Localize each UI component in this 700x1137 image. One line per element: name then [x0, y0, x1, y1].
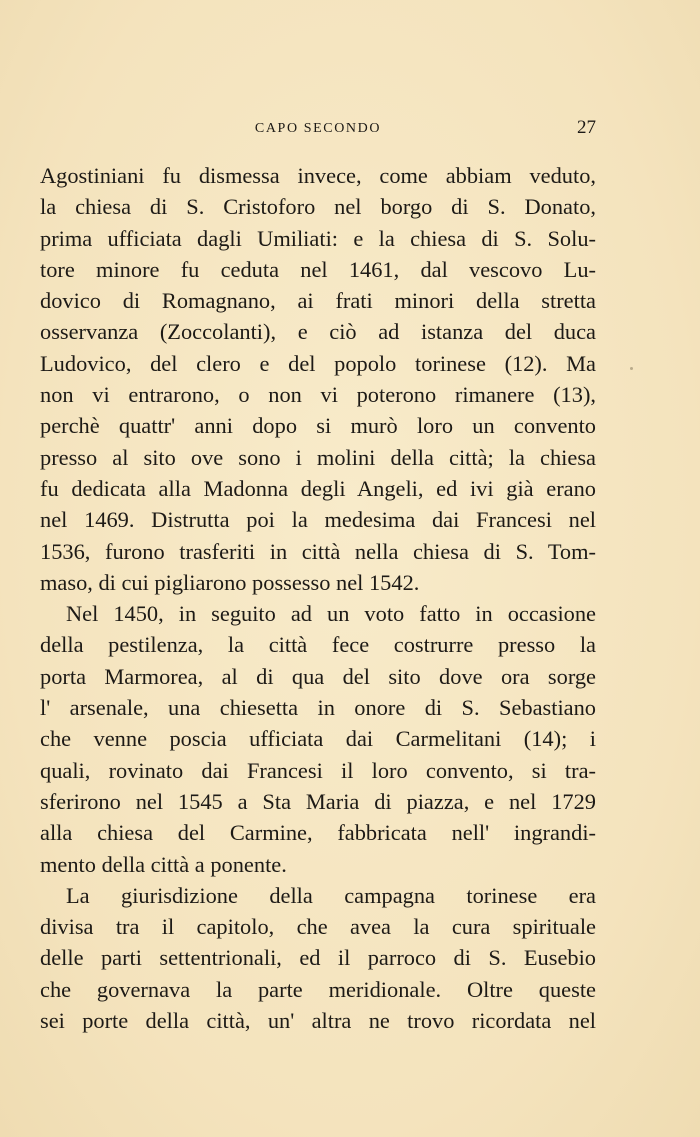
- text-line: delle parti settentrionali, ed il parroco di S. Eusebio: [40, 945, 596, 971]
- text-line: che governava la parte meridionale. Oltre queste: [40, 976, 596, 1002]
- text-line: Agostiniani fu dismessa invece, come abbiam veduto,: [40, 163, 596, 188]
- text-line: l' arsenale, una chiesetta in onore di S. Sebastiano: [40, 695, 596, 721]
- text-line: sferirono nel 1545 a Sta Maria di piazza, e nel 1729: [40, 788, 596, 814]
- page-header: [40, 119, 596, 143]
- text-line: tore minore fu ceduta nel 1461, dal vescovo Lu-: [40, 256, 596, 282]
- paper-speck: [630, 367, 633, 370]
- text-line: nel 1469. Distrutta poi la medesima dai Francesi nel: [40, 507, 596, 533]
- text-line: la chiesa di S. Cristoforo nel borgo di S. Donato,: [40, 194, 596, 220]
- text-line: presso al sito ove sono i molini della città; la chiesa: [40, 444, 596, 470]
- text-line: dovico di Romagnano, ai frati minori della stretta: [40, 288, 596, 314]
- text-line: osservanza (Zoccolanti), e ciò ad istanza del duca: [40, 319, 596, 345]
- text-line: Ludovico, del clero e del popolo torinese (12). Ma: [40, 350, 596, 376]
- text-line: che venne poscia ufficiata dai Carmelitani (14); i: [40, 726, 596, 752]
- running-head: CAPO SECONDO: [254, 121, 382, 136]
- text-line: della pestilenza, la città fece costrurre presso la: [40, 632, 596, 658]
- text-line: porta Marmorea, al di qua del sito dove ora sorge: [40, 663, 596, 689]
- text-line: divisa tra il capitolo, che avea la cura spirituale: [40, 914, 596, 940]
- text-line: quali, rovinato dai Francesi il loro convento, si tra-: [40, 757, 596, 783]
- text-line: non vi entrarono, o non vi poterono rimanere (13),: [40, 382, 596, 408]
- paragraph-first-line: La giurisdizione della campagna torinese era: [66, 882, 596, 908]
- paragraph-last-line: mento della città a ponente.: [40, 851, 287, 877]
- body-text: [40, 160, 596, 1036]
- page-number: 27: [577, 117, 596, 138]
- text-line: fu dedicata alla Madonna degli Angeli, ed ivi già erano: [40, 475, 596, 501]
- paragraph-last-line: maso, di cui pigliarono possesso nel 1542.: [40, 569, 420, 595]
- text-line: perchè quattr' anni dopo si murò loro un convento: [40, 413, 596, 439]
- paragraph-first-line: Nel 1450, in seguito ad un voto fatto in occasione: [66, 601, 596, 627]
- text-line: 1536, furono trasferiti in città nella chiesa di S. Tom-: [40, 538, 596, 564]
- text-line: prima ufficiata dagli Umiliati: e la chiesa di S. Solu-: [40, 225, 596, 251]
- text-line: sei porte della città, un' altra ne trovo ricordata nel: [40, 1008, 596, 1034]
- text-line: alla chiesa del Carmine, fabbricata nell' ingrandi-: [40, 820, 596, 846]
